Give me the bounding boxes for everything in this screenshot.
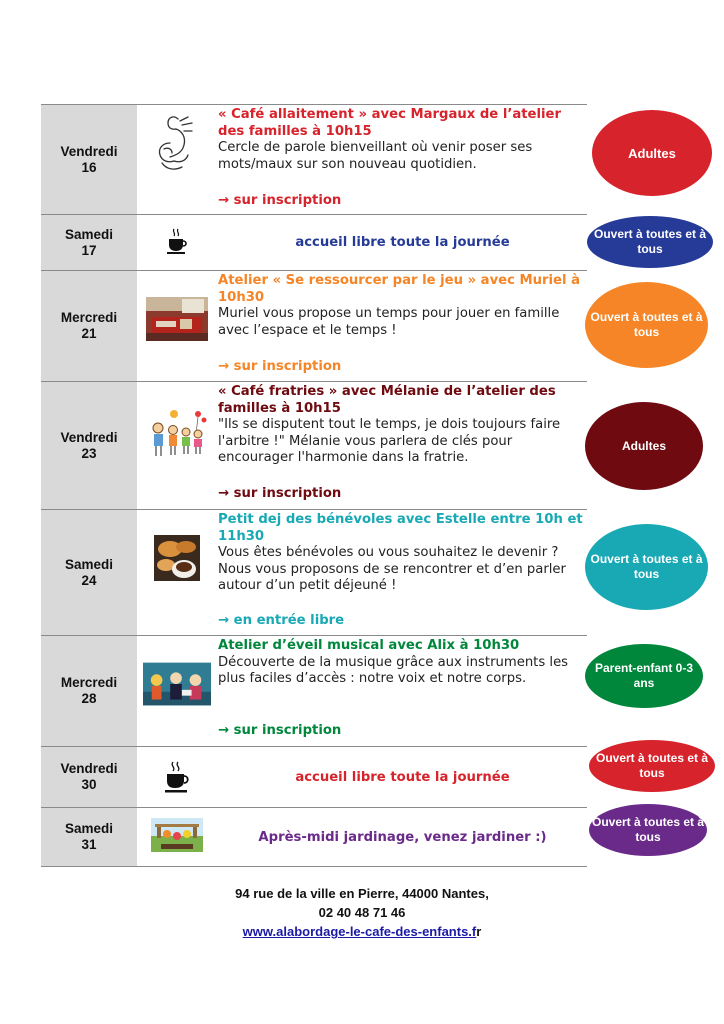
event-day-number: 30: [81, 777, 97, 792]
event-registration-link[interactable]: → sur inscription: [218, 193, 342, 208]
siblings-icon: [143, 408, 211, 460]
event-content: [218, 273, 583, 339]
event-day-number: 17: [81, 242, 97, 258]
event-title: Atelier « Se ressourcer par le jeu » avec Muriel à 10h30: [218, 273, 581, 305]
event-content: [218, 638, 583, 688]
event-day-number: 21: [81, 326, 97, 341]
event-date: [41, 747, 137, 807]
audience-badge: Parent-enfant 0-3 ans: [585, 644, 703, 708]
coffee-cup-icon: [143, 760, 211, 794]
event-registration-link[interactable]: → sur inscription: [218, 486, 342, 501]
event-content: [218, 512, 583, 595]
event-row: [41, 635, 587, 746]
game-room-photo: [143, 297, 211, 341]
event-description: Cercle de parole bienveillant où venir poser ses mots/maux sur son nouveau quotidien.: [218, 140, 533, 172]
event-day: Samedi: [64, 821, 114, 836]
event-registration-link[interactable]: → sur inscription: [218, 723, 342, 738]
event-title: « Café fratries » avec Mélanie de l’atelier des familles à 10h15: [218, 384, 556, 416]
event-row: [41, 807, 587, 867]
event-day: Vendredi: [60, 143, 118, 159]
audience-badge: Ouvert à toutes et à tous: [589, 740, 715, 792]
event-row: [41, 104, 587, 214]
event-row: [41, 381, 587, 509]
event-date: [41, 382, 137, 509]
event-date: [41, 271, 137, 381]
event-row: [41, 746, 587, 807]
footer-website: [0, 922, 724, 941]
footer-phone: 02 40 48 71 46: [318, 905, 406, 920]
event-row: [41, 270, 587, 381]
event-day-number: 16: [81, 159, 97, 175]
event-date: [41, 510, 137, 635]
event-entry-info: → en entrée libre: [218, 613, 345, 628]
garden-photo: [143, 818, 211, 852]
footer: [0, 884, 724, 941]
events-table: [41, 104, 587, 867]
event-day: Vendredi: [60, 761, 118, 776]
event-day-number: 28: [81, 691, 97, 706]
audience-badge: Adultes: [585, 402, 703, 490]
event-title: Atelier d’éveil musical avec Alix à 10h30: [218, 638, 520, 653]
event-row: [41, 509, 587, 635]
breakfast-photo: [143, 535, 211, 581]
event-date: [41, 215, 137, 270]
website-tail: r: [476, 924, 482, 939]
audience-badge: Ouvert à toutes et à tous: [585, 524, 708, 610]
event-day: Mercredi: [60, 675, 118, 690]
breastfeeding-icon: [143, 113, 211, 179]
coffee-cup-icon: [143, 227, 211, 255]
event-day: Samedi: [64, 226, 114, 242]
website-link[interactable]: www.alabordage-le-cafe-des-enfants.f: [242, 924, 477, 939]
event-day-number: 23: [81, 445, 97, 461]
event-date: [41, 808, 137, 866]
event-day: Mercredi: [60, 310, 118, 325]
event-row: [41, 214, 587, 270]
music-illustration: [143, 662, 211, 706]
event-content: [218, 384, 583, 467]
audience-badge: Ouvert à toutes et à tous: [589, 804, 707, 856]
event-date: [41, 636, 137, 746]
event-description: Découverte de la musique grâce aux instruments les plus faciles d’accès : notre voix et notre corps.: [218, 654, 569, 686]
event-description: "Ils se disputent tout le temps, je dois toujours faire l'arbitre !" Mélanie vous parlera de clés pour encourager l'harmonie dans la fratrie.: [218, 417, 561, 465]
audience-badge: Ouvert à toutes et à tous: [585, 282, 708, 368]
event-description: Muriel vous propose un temps pour jouer en famille avec l’espace et le temps !: [218, 306, 560, 338]
event-description: Vous êtes bénévoles ou vous souhaitez le devenir ? Nous vous proposons de se rencontrer et d’en parler autour d’un petit déjeuné !: [218, 545, 566, 593]
footer-address: 94 rue de la ville en Pierre, 44000 Nantes,: [235, 886, 489, 901]
event-title: accueil libre toute la journée: [295, 769, 510, 785]
event-day-number: 24: [81, 572, 97, 588]
event-title: Petit dej des bénévoles avec Estelle entre 10h et 11h30: [218, 512, 583, 544]
event-title: Après-midi jardinage, venez jardiner :): [258, 829, 547, 845]
event-day: Samedi: [64, 556, 114, 572]
event-title: « Café allaitement » avec Margaux de l’atelier des familles à 10h15: [218, 107, 561, 139]
event-date: [41, 105, 137, 214]
audience-badge: Ouvert à toutes et à tous: [587, 216, 713, 268]
event-day-number: 31: [81, 837, 97, 852]
audience-badge: Adultes: [592, 110, 712, 196]
event-title: accueil libre toute la journée: [295, 235, 510, 250]
event-day: Vendredi: [60, 429, 118, 445]
event-registration-link[interactable]: → sur inscription: [218, 359, 342, 374]
event-content: [218, 107, 583, 173]
